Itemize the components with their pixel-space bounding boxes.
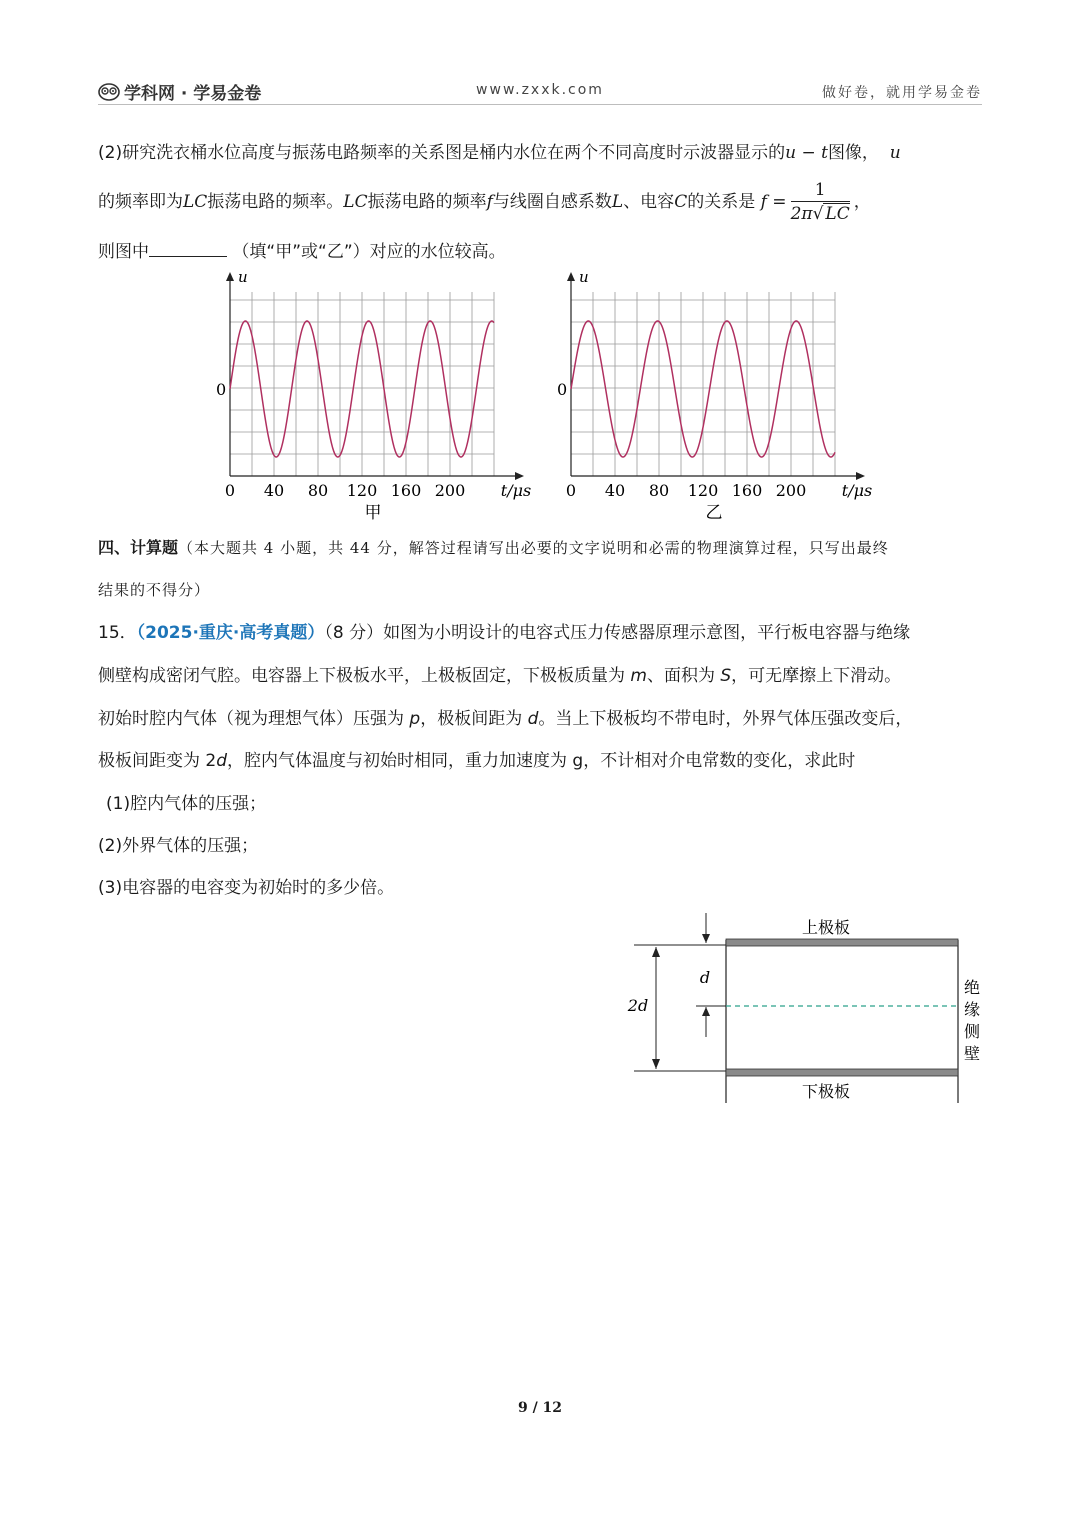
x-axis-label: t/μs [841, 481, 873, 500]
formula-lhs: f = [760, 192, 787, 212]
chart-yi [557, 268, 872, 523]
y-axis-arrow-icon [226, 272, 234, 281]
two-d-label: 2d [627, 996, 649, 1015]
x-axis-arrow-icon [515, 472, 524, 480]
x-tick-label: 200 [775, 481, 807, 500]
q14-part2-line1: (2)研究洗衣桶水位高度与振荡电路频率的关系图是桶内水位在两个不同高度时示波器显示的u − t图像， u [98, 143, 901, 163]
arrowhead-down-icon [702, 934, 710, 943]
chart-caption: 甲 [364, 503, 382, 523]
wall-label-char: 缘 [963, 1000, 981, 1019]
arrowhead-down-icon [652, 1059, 660, 1069]
section4-note-line2: 结果的不得分） [98, 581, 211, 599]
q14-part2-line2: 的频率即为LC振荡电路的频率。LC振荡电路的频率f与线圈自感系数L、电容C的关系是 f = $\frac{1}{2\pi√ LC}$ ， [98, 180, 871, 224]
header-divider [98, 104, 982, 105]
chart-caption: 乙 [705, 503, 723, 523]
q15-source: （2025·重庆·高考真题） [136, 623, 325, 643]
bottom-plate [726, 1069, 958, 1076]
x-tick-label: 120 [687, 481, 719, 500]
answer-blank[interactable] [149, 240, 227, 257]
y-axis-label: u [238, 268, 248, 286]
chart-jia [216, 268, 531, 523]
oscilloscope-charts [200, 268, 920, 528]
x-tick-label: 120 [346, 481, 378, 500]
q15-line4: 极板间距变为 2d，腔内气体温度与初始时相同，重力加速度为 g，不计相对介电常数的变化，求此时 [98, 751, 856, 771]
x-tick-label: 40 [263, 481, 285, 500]
x-tick-label: 200 [434, 481, 466, 500]
x-tick-label: 0 [224, 481, 236, 500]
header-slogan: 做好卷，就用学易金卷 [822, 85, 982, 101]
bottom-plate-label: 下极板 [801, 1082, 851, 1101]
q14-part2-line3: 则图中 （填“甲”或“乙”）对应的水位较高。 [98, 242, 506, 262]
x-axis-arrow-icon [856, 472, 865, 480]
x-tick-label: 160 [390, 481, 422, 500]
x-axis-label: t/μs [500, 481, 532, 500]
y-axis-arrow-icon [567, 272, 575, 281]
top-plate [726, 939, 958, 946]
section4-heading: 四、计算题（本大题共 4 小题，共 44 分，解答过程请写出必要的文字说明和必需的物理演算过程，只写出最终 [98, 538, 889, 557]
d-label: d [699, 968, 711, 987]
x-tick-label: 40 [604, 481, 626, 500]
x-tick-label: 80 [307, 481, 329, 500]
page-number: 9 / 12 [517, 1400, 563, 1416]
y-tick-label: 0 [216, 380, 227, 399]
q15-line2: 侧壁构成密闭气腔。电容器上下极板水平，上极板固定，下极板质量为 m、面积为 S，可无摩擦上下滑动。 [98, 666, 902, 686]
q15-line3: 初始时腔内气体（视为理想气体）压强为 p，极板间距为 d。当上下极板均不带电时，外界气体压强改变后， [98, 709, 913, 729]
top-plate-label: 上极板 [801, 918, 851, 937]
header-url: www.zxxk.com [476, 82, 604, 98]
x-tick-label: 80 [648, 481, 670, 500]
logo-text: 学科网 · 学易金卷 [124, 83, 262, 104]
x-tick-label: 0 [565, 481, 577, 500]
q15-sub1: (1)腔内气体的压强； [106, 794, 267, 814]
wall-label-char: 侧 [963, 1022, 981, 1041]
wall-label-char: 壁 [963, 1044, 981, 1063]
arrowhead-up-icon [702, 1007, 710, 1016]
wall-label-char: 绝 [963, 978, 981, 997]
capacitor-diagram [620, 905, 1000, 1115]
y-axis-label: u [579, 268, 589, 286]
formula-fraction: $\frac{1}{2\pi√ LC}$ [790, 180, 850, 224]
q15-sub2: (2)外界气体的压强； [98, 836, 259, 856]
q15-sub3: (3)电容器的电容变为初始时的多少倍。 [98, 878, 395, 898]
arrowhead-up-icon [652, 947, 660, 957]
y-tick-label: 0 [557, 380, 568, 399]
x-tick-label: 160 [731, 481, 763, 500]
q15-line1: 15．（2025·重庆·高考真题）（8 分）如图为小明设计的电容式压力传感器原理示意图，平行板电容器与绝缘 [98, 623, 911, 643]
